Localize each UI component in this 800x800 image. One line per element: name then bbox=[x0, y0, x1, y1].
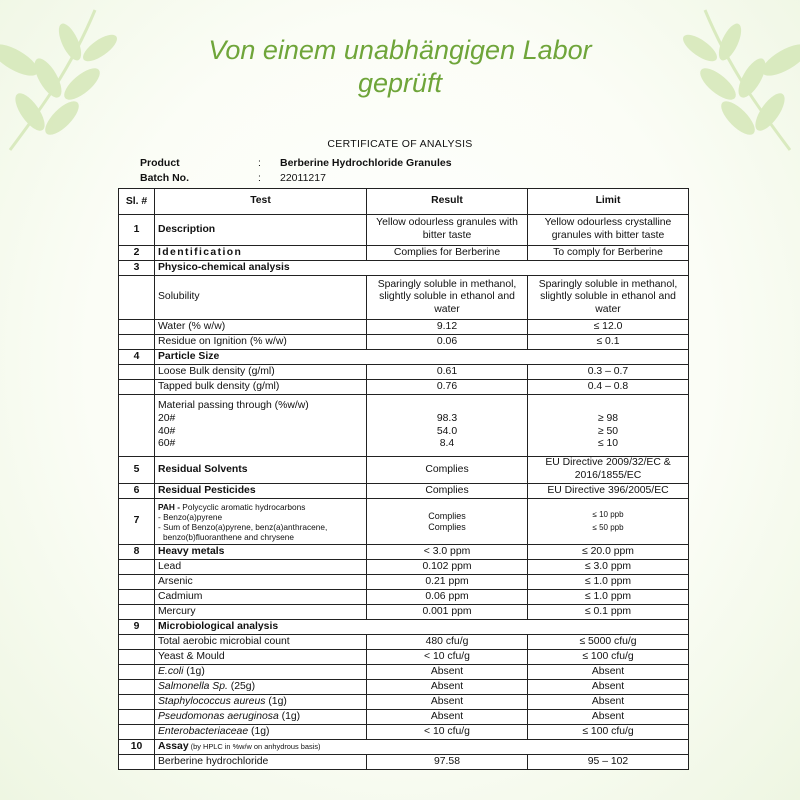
table-row bbox=[119, 740, 689, 755]
row-test: Water (% w/w) bbox=[155, 320, 367, 335]
row-limit: ≤ 10 ppb bbox=[592, 509, 624, 519]
table-row bbox=[119, 560, 689, 575]
row-number: 4 bbox=[119, 350, 155, 365]
table-row bbox=[119, 484, 689, 499]
row-test: Pseudomonas aeruginosa bbox=[158, 710, 279, 722]
row-test: Residual Solvents bbox=[155, 457, 367, 484]
row-result: 54.0 bbox=[436, 425, 458, 437]
row-limit: ≤ 1.0 ppm bbox=[528, 590, 689, 605]
row-limit: Absent bbox=[528, 710, 689, 725]
table-row bbox=[119, 725, 689, 740]
row-number: 1 bbox=[119, 215, 155, 246]
table-row bbox=[119, 620, 689, 635]
row-number-empty bbox=[119, 365, 155, 380]
row-number-empty bbox=[119, 395, 155, 457]
certificate-title: CERTIFICATE OF ANALYSIS bbox=[327, 138, 473, 150]
row-number: 6 bbox=[119, 484, 155, 499]
row-limit: 0.3 – 0.7 bbox=[528, 365, 689, 380]
table-row bbox=[119, 350, 689, 365]
row-test-multi bbox=[155, 395, 367, 457]
header-test: Test bbox=[155, 189, 367, 215]
headline-line-2: geprüft bbox=[357, 68, 443, 98]
table-row bbox=[119, 276, 689, 320]
table-row bbox=[119, 680, 689, 695]
pah-sub-2: - Sum of Benzo(a)pyrene, benz(a)anthracene, bbox=[158, 521, 328, 532]
row-limit: EU Directive 396/2005/EC bbox=[528, 484, 689, 499]
table-row bbox=[119, 755, 689, 770]
row-result: 97.58 bbox=[367, 755, 528, 770]
row-result: Absent bbox=[367, 695, 528, 710]
row-result: Complies bbox=[367, 484, 528, 499]
row-number: 10 bbox=[119, 740, 155, 755]
row-limit-multi bbox=[528, 499, 689, 545]
sieve-20: 20# bbox=[158, 412, 176, 424]
row-number: 9 bbox=[119, 620, 155, 635]
row-limit: To comply for Berberine bbox=[528, 246, 689, 261]
table-row bbox=[119, 365, 689, 380]
row-result-multi bbox=[367, 395, 528, 457]
row-limit: Absent bbox=[528, 695, 689, 710]
row-number-empty bbox=[119, 695, 155, 710]
row-test: Berberine hydrochloride bbox=[155, 755, 367, 770]
header-sl: Sl. # bbox=[119, 189, 155, 215]
header-limit: Limit bbox=[528, 189, 689, 215]
row-number-empty bbox=[119, 575, 155, 590]
row-test-rest: (1g) bbox=[183, 665, 205, 677]
pah-sub-3: benzo(b)fluoranthene and chrysene bbox=[163, 531, 294, 542]
row-limit-multi bbox=[528, 395, 689, 457]
row-number-empty bbox=[119, 725, 155, 740]
row-limit: ≤ 12.0 bbox=[528, 320, 689, 335]
row-test: Solubility bbox=[155, 276, 367, 320]
table-header-row bbox=[119, 189, 689, 215]
row-limit: Absent bbox=[528, 665, 689, 680]
row-section-title: Physico-chemical analysis bbox=[155, 261, 689, 276]
table-row bbox=[119, 246, 689, 261]
row-result: Yellow odourless granules with bitter taste bbox=[367, 215, 528, 246]
row-test: Loose Bulk density (g/ml) bbox=[155, 365, 367, 380]
product-value: Berberine Hydrochloride Granules bbox=[280, 157, 452, 169]
table-row bbox=[119, 320, 689, 335]
row-test: Identification bbox=[155, 246, 367, 261]
table-row bbox=[119, 665, 689, 680]
table-row bbox=[119, 545, 689, 560]
row-limit: Yellow odourless crystalline granules with bitter taste bbox=[528, 215, 689, 246]
row-test-rest: (1g) bbox=[265, 695, 287, 707]
table-row bbox=[119, 215, 689, 246]
row-result: Sparingly soluble in methanol, slightly soluble in ethanol and water bbox=[367, 276, 528, 320]
row-limit: ≤ 20.0 ppm bbox=[528, 545, 689, 560]
row-result: Absent bbox=[367, 680, 528, 695]
row-limit: ≤ 3.0 ppm bbox=[528, 560, 689, 575]
table-row bbox=[119, 650, 689, 665]
row-result: Complies bbox=[367, 457, 528, 484]
row-result: Absent bbox=[367, 665, 528, 680]
product-label: Product bbox=[140, 157, 180, 169]
row-test: Tapped bulk density (g/ml) bbox=[155, 380, 367, 395]
row-result: Complies for Berberine bbox=[367, 246, 528, 261]
row-number-empty bbox=[119, 276, 155, 320]
row-number: 8 bbox=[119, 545, 155, 560]
row-result: 0.102 ppm bbox=[367, 560, 528, 575]
row-test: Material passing through (%w/w) bbox=[158, 400, 309, 412]
row-number: 2 bbox=[119, 246, 155, 261]
row-test-rest: (25g) bbox=[227, 680, 256, 692]
row-limit: Absent bbox=[528, 680, 689, 695]
row-test: Residual Pesticides bbox=[155, 484, 367, 499]
table-row bbox=[119, 457, 689, 484]
row-limit: ≥ 98 bbox=[597, 412, 619, 424]
row-result: 0.06 ppm bbox=[367, 590, 528, 605]
header-result: Result bbox=[367, 189, 528, 215]
table-row bbox=[119, 605, 689, 620]
table-row bbox=[119, 335, 689, 350]
row-number-empty bbox=[119, 710, 155, 725]
row-test: Assay bbox=[158, 740, 189, 752]
row-result: Complies bbox=[428, 510, 466, 521]
row-test-rest: (by HPLC in %w/w on anhydrous basis) bbox=[188, 741, 321, 751]
product-separator: : bbox=[258, 157, 261, 169]
row-test-cell bbox=[155, 665, 367, 680]
product-row bbox=[140, 157, 452, 169]
row-number: 3 bbox=[119, 261, 155, 276]
row-test-multi bbox=[155, 499, 367, 545]
row-number-empty bbox=[119, 605, 155, 620]
row-result: 0.61 bbox=[367, 365, 528, 380]
row-result: < 10 cfu/g bbox=[367, 725, 528, 740]
row-number-empty bbox=[119, 650, 155, 665]
row-number-empty bbox=[119, 665, 155, 680]
row-test-cell bbox=[155, 680, 367, 695]
row-limit: ≤ 50 ppb bbox=[592, 522, 624, 532]
row-number-empty bbox=[119, 335, 155, 350]
table-row bbox=[119, 710, 689, 725]
row-number-empty bbox=[119, 380, 155, 395]
row-test: Cadmium bbox=[155, 590, 367, 605]
row-section-title: Particle Size bbox=[155, 350, 689, 365]
table-row bbox=[119, 261, 689, 276]
row-test: Heavy metals bbox=[155, 545, 367, 560]
row-test: Lead bbox=[155, 560, 367, 575]
row-limit: ≤ 100 cfu/g bbox=[528, 725, 689, 740]
headline-line-1: Von einem unabhängigen Labor bbox=[208, 35, 592, 65]
row-limit: 0.4 – 0.8 bbox=[528, 380, 689, 395]
row-limit: ≤ 1.0 ppm bbox=[528, 575, 689, 590]
table-row bbox=[119, 635, 689, 650]
row-test: Description bbox=[155, 215, 367, 246]
row-result: < 3.0 ppm bbox=[367, 545, 528, 560]
row-test-rest: Polycyclic aromatic hydrocarbons bbox=[179, 501, 306, 512]
row-test: E.coli bbox=[158, 665, 184, 677]
batch-value: 22011217 bbox=[280, 172, 326, 184]
table-row bbox=[119, 575, 689, 590]
row-test-cell bbox=[155, 725, 367, 740]
row-result-multi bbox=[367, 499, 528, 545]
row-result: < 10 cfu/g bbox=[367, 650, 528, 665]
row-limit: ≤ 100 cfu/g bbox=[528, 650, 689, 665]
row-number: 5 bbox=[119, 457, 155, 484]
batch-row bbox=[140, 172, 326, 184]
row-section-title: Microbiological analysis bbox=[155, 620, 689, 635]
batch-label: Batch No. bbox=[140, 172, 190, 184]
analysis-table bbox=[118, 188, 689, 770]
row-result: 98.3 bbox=[436, 412, 458, 424]
row-limit: ≤ 10 bbox=[597, 438, 619, 450]
table-row bbox=[119, 695, 689, 710]
row-result: 0.06 bbox=[367, 335, 528, 350]
sieve-40: 40# bbox=[158, 425, 176, 437]
row-result: 480 cfu/g bbox=[367, 635, 528, 650]
row-test-cell bbox=[155, 710, 367, 725]
row-test-cell bbox=[155, 695, 367, 710]
row-result: 0.21 ppm bbox=[367, 575, 528, 590]
row-number-empty bbox=[119, 590, 155, 605]
row-limit: ≤ 0.1 ppm bbox=[528, 605, 689, 620]
row-section-title bbox=[155, 740, 689, 755]
row-number-empty bbox=[119, 755, 155, 770]
row-result: 9.12 bbox=[367, 320, 528, 335]
row-test: Yeast & Mould bbox=[155, 650, 367, 665]
row-number-empty bbox=[119, 680, 155, 695]
row-test: Staphylococcus aureus bbox=[158, 695, 266, 707]
table-row bbox=[119, 499, 689, 545]
row-test: Enterobacteriaceae bbox=[158, 725, 249, 737]
row-result: 0.001 ppm bbox=[367, 605, 528, 620]
row-limit: ≤ 5000 cfu/g bbox=[528, 635, 689, 650]
row-number-empty bbox=[119, 320, 155, 335]
row-test: Mercury bbox=[155, 605, 367, 620]
table-row bbox=[119, 380, 689, 395]
table-row bbox=[119, 395, 689, 457]
row-number: 7 bbox=[119, 499, 155, 545]
row-limit: ≤ 0.1 bbox=[528, 335, 689, 350]
row-number-empty bbox=[119, 560, 155, 575]
row-limit: EU Directive 2009/32/EC & 2016/1855/EC bbox=[528, 457, 689, 484]
row-limit: ≥ 50 bbox=[597, 425, 619, 437]
row-limit: Sparingly soluble in methanol, slightly soluble in ethanol and water bbox=[528, 276, 689, 320]
sieve-60: 60# bbox=[158, 438, 176, 450]
row-test: Residue on Ignition (% w/w) bbox=[155, 335, 367, 350]
row-result: Complies bbox=[428, 521, 466, 532]
table-row bbox=[119, 590, 689, 605]
row-test: Arsenic bbox=[155, 575, 367, 590]
row-result: 0.76 bbox=[367, 380, 528, 395]
row-test: Salmonella Sp. bbox=[158, 680, 228, 692]
row-result: Absent bbox=[367, 710, 528, 725]
row-number-empty bbox=[119, 635, 155, 650]
row-test: Total aerobic microbial count bbox=[155, 635, 367, 650]
row-test-rest: (1g) bbox=[278, 710, 301, 722]
row-test-rest: (1g) bbox=[248, 725, 270, 737]
row-limit: 95 – 102 bbox=[528, 755, 689, 770]
row-result: 8.4 bbox=[439, 438, 455, 450]
row-test: PAH - bbox=[158, 501, 180, 512]
batch-separator: : bbox=[258, 172, 261, 184]
pah-sub-1: - Benzo(a)pyrene bbox=[158, 511, 223, 522]
